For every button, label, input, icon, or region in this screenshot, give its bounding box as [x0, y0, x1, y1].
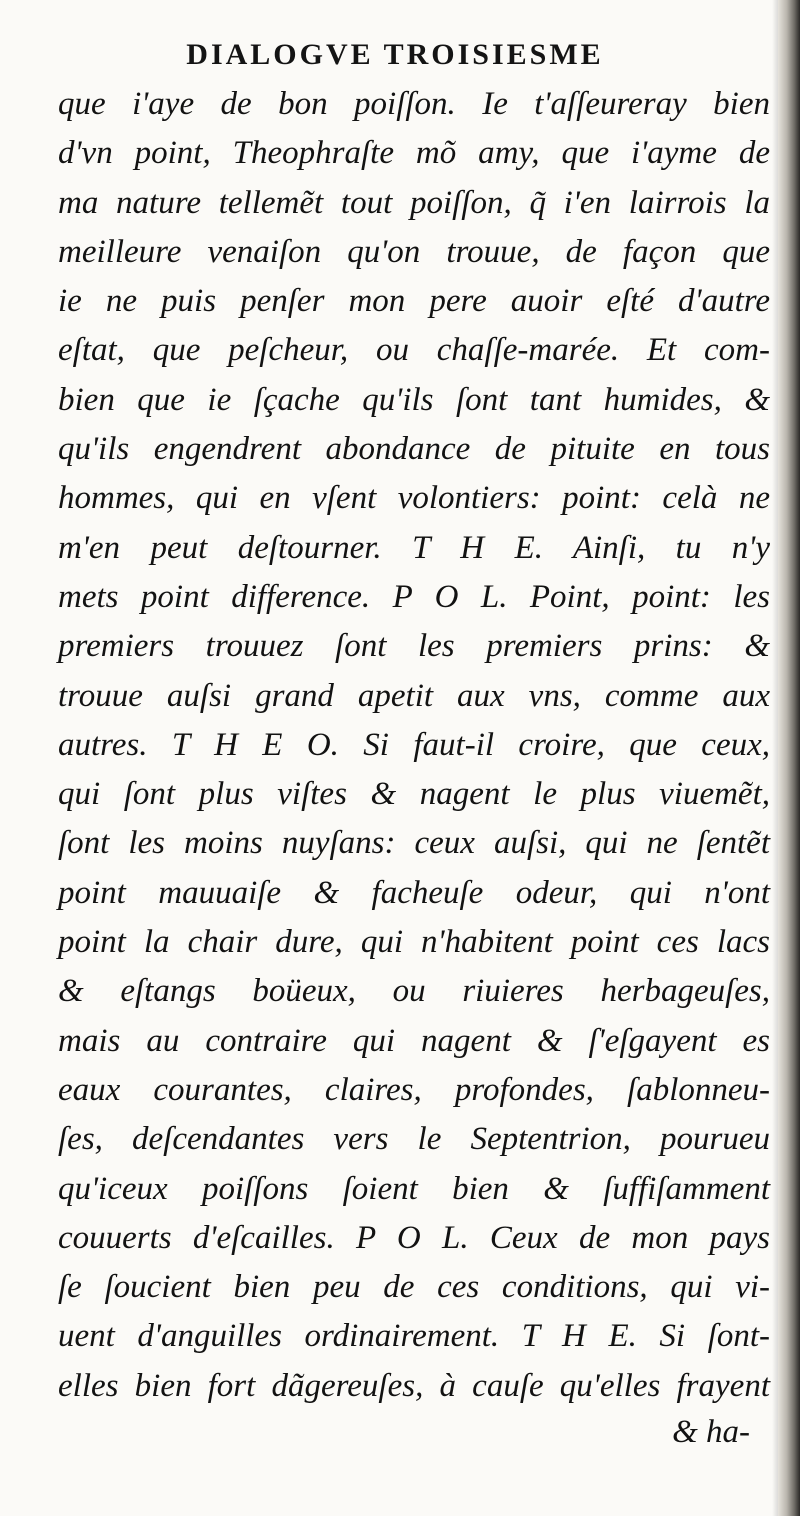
- text-line: point mauuaiſe & facheuſe odeur, qui n'ont: [58, 874, 770, 911]
- text-line: ſe ſoucient bien peu de ces conditions, qui vi-: [58, 1269, 770, 1306]
- text-line: qui ſont plus viſtes & nagent le plus viuemẽt,: [58, 776, 770, 813]
- text-block: [58, 80, 770, 1411]
- text-line: ie ne puis penſer mon pere auoir eſté d'autre: [58, 283, 770, 320]
- text-line: ſont les moins nuyſans: ceux auſsi, qui ne ſentẽt: [58, 825, 770, 862]
- text-line: meilleure venaiſon qu'on trouue, de façon que: [58, 233, 770, 270]
- text-line: d'vn point, Theophraſte mõ amy, que i'ayme de: [58, 135, 770, 172]
- page-edge: [778, 0, 800, 1516]
- text-line: qu'iceux poiſſons ſoient bien & ſuffiſamment: [58, 1170, 770, 1207]
- text-line: eaux courantes, claires, profondes, ſablonneu-: [58, 1071, 770, 1108]
- text-line: uent d'anguilles ordinairement. T H E. Si ſont-: [58, 1318, 770, 1355]
- text-line: & eſtangs boüeux, ou riuieres herbageuſes,: [58, 973, 770, 1010]
- text-line: ma nature tellemẽt tout poiſſon, q̃ i'en lairrois la: [58, 184, 770, 221]
- text-line: mais au contraire qui nagent & ſ'eſgayent es: [58, 1022, 770, 1059]
- text-line: mets point difference. P O L. Point, point: les: [58, 578, 770, 615]
- text-line: couuerts d'eſcailles. P O L. Ceux de mon pays: [58, 1219, 770, 1256]
- text-line: trouue auſsi grand apetit aux vns, comme aux: [58, 677, 770, 714]
- text-line: point la chair dure, qui n'habitent point ces lacs: [58, 924, 770, 961]
- text-line: eſtat, que peſcheur, ou chaſſe-marée. Et com-: [58, 332, 770, 369]
- text-line: m'en peut deſtourner. T H E. Ainſi, tu n'y: [58, 529, 770, 566]
- text-line: hommes, qui en vſent volontiers: point: celà ne: [58, 480, 770, 517]
- text-line: qu'ils engendrent abondance de pituite en tous: [58, 431, 770, 468]
- text-line: bien que ie ſçache qu'ils ſont tant humides, &: [58, 381, 770, 418]
- text-line: elles bien fort dãgereuſes, à cauſe qu'elles frayent: [58, 1367, 770, 1404]
- catchword: & ha-: [672, 1414, 750, 1450]
- running-head: DIALOGVE TROISIESME: [186, 38, 604, 71]
- text-line: premiers trouuez ſont les premiers prins: &: [58, 628, 770, 665]
- text-line: que i'aye de bon poiſſon. Ie t'aſſeureray bien: [58, 86, 770, 122]
- text-line: ſes, deſcendantes vers le Septentrion, pourueu: [58, 1121, 770, 1158]
- text-line: autres. T H E O. Si faut-il croire, que ceux,: [58, 726, 770, 763]
